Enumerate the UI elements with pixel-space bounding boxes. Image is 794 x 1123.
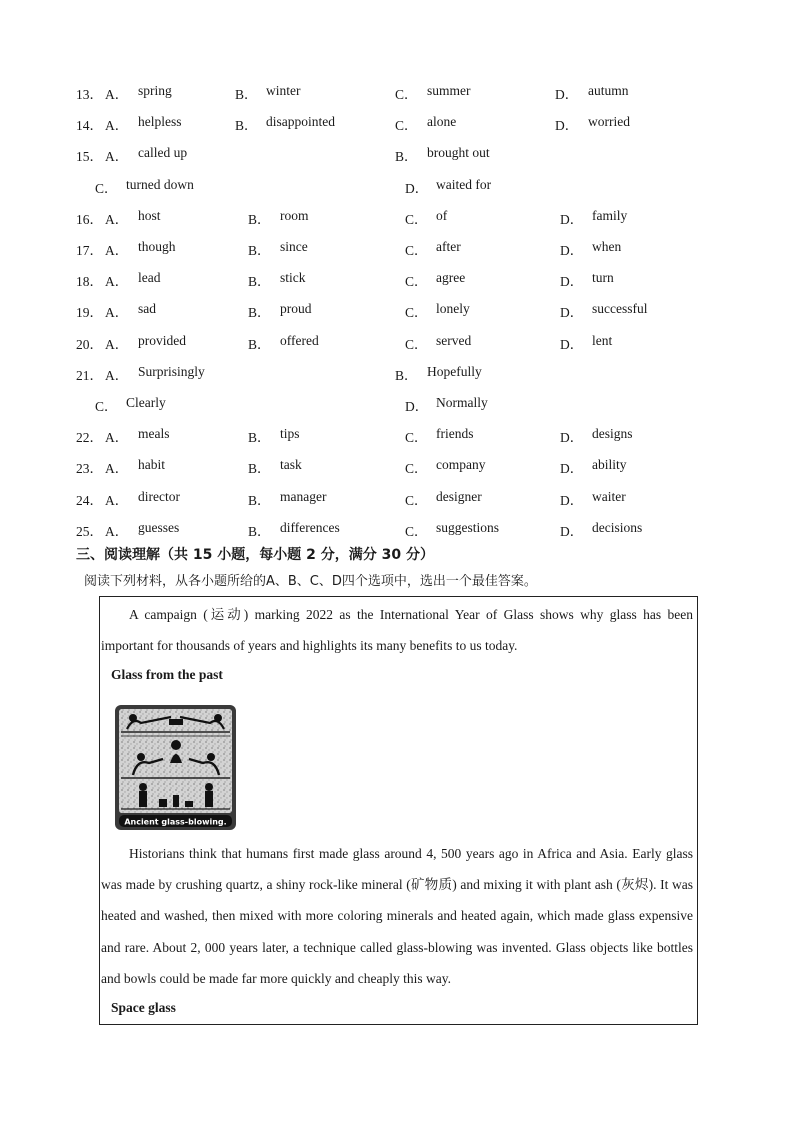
- option-letter: D．: [555, 87, 579, 102]
- option-letter: B．: [248, 430, 271, 446]
- option-text: ability: [592, 457, 627, 473]
- question-row: [0, 301, 794, 323]
- option-text: tips: [280, 426, 300, 442]
- option-letter: A．: [105, 492, 129, 508]
- option-text: friends: [436, 426, 474, 442]
- option-letter: A．: [105, 367, 129, 383]
- option-text: proud: [280, 301, 312, 317]
- question-number: 25．: [76, 523, 103, 539]
- passage-intro: A campaign (运动) marking 2022 as the International Year of Glass shows why glass has been important for thousands of years and highlights its many benefits to us today.: [101, 607, 693, 654]
- option-letter: C．: [405, 274, 428, 290]
- option-text: agree: [436, 270, 466, 286]
- option-letter: D．: [560, 336, 584, 352]
- option-letter: D．: [560, 305, 584, 321]
- option-text: though: [138, 239, 176, 254]
- option-text: offered: [280, 332, 319, 348]
- option-text: habit: [138, 457, 165, 473]
- question-number: 22．: [76, 430, 103, 446]
- question-number: 15．: [76, 149, 103, 165]
- option-text: director: [138, 488, 180, 504]
- question-row: [0, 114, 794, 136]
- option-letter: C．: [405, 336, 428, 352]
- option-text: host: [138, 207, 161, 223]
- question-row: [0, 395, 794, 417]
- option-text: decisions: [592, 519, 643, 535]
- option-letter: A．: [105, 523, 129, 539]
- option-text: brought out: [427, 145, 490, 161]
- option-text: disappointed: [266, 114, 335, 130]
- question-row: [0, 239, 794, 261]
- subheading-glass-from-the-past: Glass from the past: [111, 667, 223, 682]
- option-letter: D．: [560, 211, 584, 227]
- section-heading: 三、阅读理解（共 15 小题，每小题 2 分，满分 30 分）: [76, 547, 434, 563]
- option-text: stick: [280, 270, 306, 286]
- option-text: called up: [138, 145, 188, 161]
- option-text: autumn: [588, 83, 629, 98]
- passage-paragraph-history: Historians think that humans first made glass around 4, 500 years ago in Africa and Asia. Early glass was made by crushing quartz, a shiny rock-like mineral (矿物质) and mixing it with plant ash (灰烬). It was heated and washed, then mixed with more coloring minerals and heated again, which made glass expensive and rare. About 2, 000 years later, a technique called glass-blowing was invented. Glass objects like bottles and bowls could be made far more quickly and cheaply this way.: [101, 846, 693, 986]
- option-letter: C．: [395, 118, 418, 134]
- question-number: 19．: [76, 305, 103, 321]
- option-letter: B．: [248, 523, 271, 539]
- option-letter: D．: [560, 430, 584, 446]
- option-letter: A．: [105, 211, 129, 227]
- option-letter: A．: [105, 305, 129, 321]
- option-text: Clearly: [126, 395, 166, 410]
- question-row: [0, 489, 794, 511]
- option-letter: A．: [105, 274, 129, 290]
- option-text: waited for: [436, 176, 492, 192]
- option-text: family: [592, 207, 628, 223]
- option-text: of: [436, 207, 448, 223]
- option-letter: C．: [95, 180, 118, 196]
- option-text: manager: [280, 488, 327, 504]
- question-row: [0, 83, 794, 105]
- question-number: 17．: [76, 243, 103, 258]
- option-letter: B．: [248, 492, 271, 508]
- question-number: 23．: [76, 461, 103, 477]
- question-row: [0, 333, 794, 355]
- option-letter: C．: [405, 243, 428, 258]
- question-number: 14．: [76, 118, 103, 134]
- option-text: worried: [588, 114, 630, 130]
- option-letter: D．: [560, 243, 584, 258]
- option-letter: B．: [248, 243, 271, 258]
- question-row: [0, 208, 794, 230]
- option-text: served: [436, 332, 472, 348]
- option-letter: A．: [105, 87, 129, 102]
- question-number: 21．: [76, 367, 103, 383]
- question-number: 16．: [76, 211, 103, 227]
- option-text: sad: [138, 301, 156, 317]
- option-text: lonely: [436, 301, 470, 317]
- option-letter: A．: [105, 149, 129, 165]
- option-text: helpless: [138, 114, 182, 130]
- option-text: turn: [592, 270, 614, 286]
- option-text: alone: [427, 114, 457, 130]
- option-letter: C．: [95, 399, 118, 414]
- option-text: guesses: [138, 519, 180, 535]
- question-row: [0, 177, 794, 199]
- option-letter: D．: [560, 523, 584, 539]
- option-letter: C．: [405, 492, 428, 508]
- option-letter: B．: [248, 461, 271, 477]
- option-letter: B．: [248, 274, 271, 290]
- option-letter: B．: [395, 367, 418, 383]
- option-text: since: [280, 239, 308, 254]
- option-text: when: [592, 239, 622, 254]
- option-letter: C．: [405, 305, 428, 321]
- subheading-space-glass: Space glass: [111, 1000, 176, 1015]
- option-letter: A．: [105, 243, 129, 258]
- option-letter: D．: [555, 118, 579, 134]
- option-text: task: [280, 457, 302, 473]
- option-letter: C．: [405, 211, 428, 227]
- question-row: [0, 270, 794, 292]
- option-text: waiter: [592, 488, 626, 504]
- option-letter: C．: [405, 461, 428, 477]
- option-letter: D．: [560, 274, 584, 290]
- question-row: [0, 426, 794, 448]
- option-text: summer: [427, 83, 471, 98]
- option-text: room: [280, 207, 309, 223]
- option-letter: D．: [560, 492, 584, 508]
- option-text: differences: [280, 519, 340, 535]
- question-number: 13．: [76, 87, 103, 102]
- question-number: 24．: [76, 492, 103, 508]
- question-row: [0, 145, 794, 167]
- option-text: provided: [138, 332, 186, 348]
- option-letter: B．: [235, 118, 258, 134]
- option-text: suggestions: [436, 519, 500, 535]
- question-row: [0, 457, 794, 479]
- option-text: spring: [138, 83, 172, 98]
- question-number: 20．: [76, 336, 103, 352]
- option-letter: C．: [405, 430, 428, 446]
- option-letter: B．: [395, 149, 418, 165]
- option-letter: C．: [395, 87, 418, 102]
- question-number: 18．: [76, 274, 103, 290]
- option-text: Normally: [436, 395, 488, 410]
- section-instruction: 阅读下列材料，从各小题所给的A、B、C、D四个选项中，选出一个最佳答案。: [84, 574, 537, 589]
- question-row: [0, 520, 794, 542]
- option-text: lent: [592, 332, 613, 348]
- option-text: winter: [266, 83, 301, 98]
- option-text: company: [436, 457, 486, 473]
- option-letter: A．: [105, 336, 129, 352]
- option-letter: B．: [248, 211, 271, 227]
- passage-box: [99, 596, 698, 1025]
- ancient-glass-blowing-image: [115, 705, 236, 830]
- option-letter: D．: [405, 180, 429, 196]
- option-letter: A．: [105, 118, 129, 134]
- option-letter: A．: [105, 430, 129, 446]
- option-text: designer: [436, 488, 482, 504]
- option-text: turned down: [126, 176, 194, 192]
- option-letter: B．: [248, 305, 271, 321]
- option-text: lead: [138, 270, 161, 286]
- image-caption: Ancient glass-blowing.: [124, 817, 227, 827]
- option-letter: B．: [235, 87, 258, 102]
- option-letter: D．: [405, 399, 429, 414]
- option-text: after: [436, 239, 461, 254]
- option-text: Surprisingly: [138, 363, 205, 379]
- question-row: [0, 364, 794, 386]
- option-letter: D．: [560, 461, 584, 477]
- option-letter: C．: [405, 523, 428, 539]
- option-text: successful: [592, 301, 648, 317]
- option-text: designs: [592, 426, 633, 442]
- option-letter: A．: [105, 461, 129, 477]
- option-text: meals: [138, 426, 170, 442]
- option-text: Hopefully: [427, 363, 482, 379]
- option-letter: B．: [248, 336, 271, 352]
